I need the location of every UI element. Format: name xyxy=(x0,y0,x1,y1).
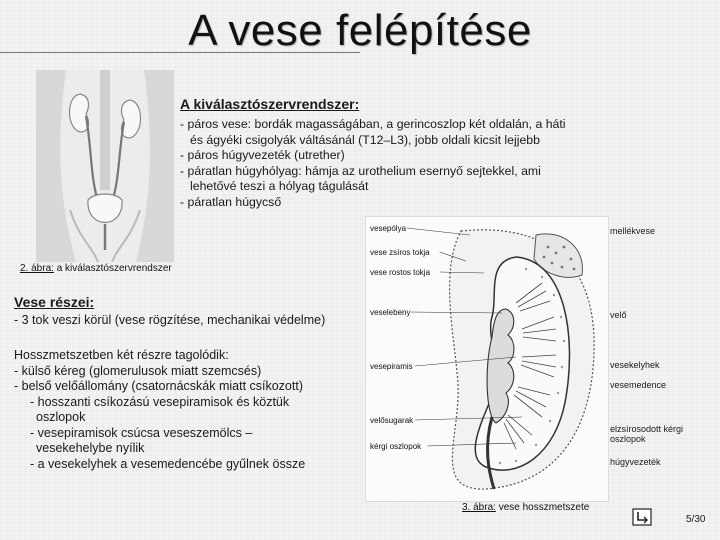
urinary-heading: A kiválasztószervrendszer: xyxy=(180,96,360,112)
kidney-label-right: mellékvese xyxy=(610,226,656,236)
kidney-parts-heading: Vese részei: xyxy=(14,294,95,310)
urinary-line: - páros húgyvezeték (utrether) xyxy=(180,148,345,162)
kidney-line: - a vesekelyhek a vesemedencébe gyűlnek össze xyxy=(30,456,306,471)
urinary-line: - páratlan húgyhólyag: hámja az urothelium esernyő sejtekkel, ami xyxy=(180,163,541,178)
urinary-line: - páratlan húgycső xyxy=(180,194,282,209)
kidney-label-right: vesemedence xyxy=(610,380,667,390)
page-number: 5/30 xyxy=(686,514,706,525)
kidney-line: oszlopok xyxy=(36,410,86,424)
kidney-structure-list xyxy=(14,348,305,472)
kidney-label-right: elzsírosodott kérgi oszlopok xyxy=(610,424,684,444)
figure2-caption-label: 2. ábra: xyxy=(20,263,54,274)
figure2-caption xyxy=(20,263,172,274)
figure2-caption-text: a kiválasztószervrendszer xyxy=(53,263,172,274)
kidney-label-right: vesekelyhek xyxy=(610,360,660,370)
page-title: A vese felépítése xyxy=(188,6,532,55)
kidney-label-left: vese rostos tokja xyxy=(370,268,431,277)
urinary-system-figure xyxy=(36,70,174,262)
kidney-label-left: velősugarak xyxy=(370,416,414,425)
kidney-section-figure xyxy=(365,216,609,502)
figure3-caption-label: 3. ábra: xyxy=(462,502,496,513)
kidney-capsule-line: - 3 tok veszi körül (vese rögzítése, mechanikai védelme) xyxy=(14,313,326,327)
urinary-list xyxy=(180,117,566,210)
urinary-line: és ágyéki csigolyák váltásánál (T12–L3), jobb oldali kicsit lejjebb xyxy=(190,132,540,147)
urinary-line: lehetővé teszi a hólyag tágulását xyxy=(190,179,369,193)
kidney-label-right: velő xyxy=(610,310,627,320)
figure3-caption-text: vese hosszmetszete xyxy=(495,502,590,513)
figure3-caption xyxy=(462,502,589,513)
kidney-line: - belső velőállomány (csatornácskák miatt csíkozott) xyxy=(14,379,303,393)
kidney-line: Hosszmetszetben két részre tagolódik: xyxy=(14,348,229,362)
kidney-parts-line1 xyxy=(14,313,325,329)
title-divider xyxy=(0,52,360,53)
kidney-label-left: vese zsíros tokja xyxy=(370,248,430,257)
return-arrow-icon[interactable] xyxy=(632,508,652,526)
kidney-line: - vesepiramisok csúcsa veseszemölcs – xyxy=(30,425,253,440)
kidney-line: - hosszanti csíkozású vesepiramisok és köztük xyxy=(30,394,290,409)
kidney-line: vesekehelybe nyílik xyxy=(36,441,145,455)
kidney-label-right: húgyvezeték xyxy=(610,457,661,467)
kidney-label-left: vesepólya xyxy=(370,224,407,233)
kidney-label-left: vesepiramis xyxy=(370,362,413,371)
urinary-line: - páros vese: bordák magasságában, a gerincoszlop két oldalán, a háti xyxy=(180,117,566,131)
kidney-label-left: kérgi oszlopok xyxy=(370,442,422,451)
kidney-line: - külső kéreg (glomerulusok miatt szemcsés) xyxy=(14,363,262,378)
kidney-label-left: veselebeny xyxy=(370,308,411,317)
